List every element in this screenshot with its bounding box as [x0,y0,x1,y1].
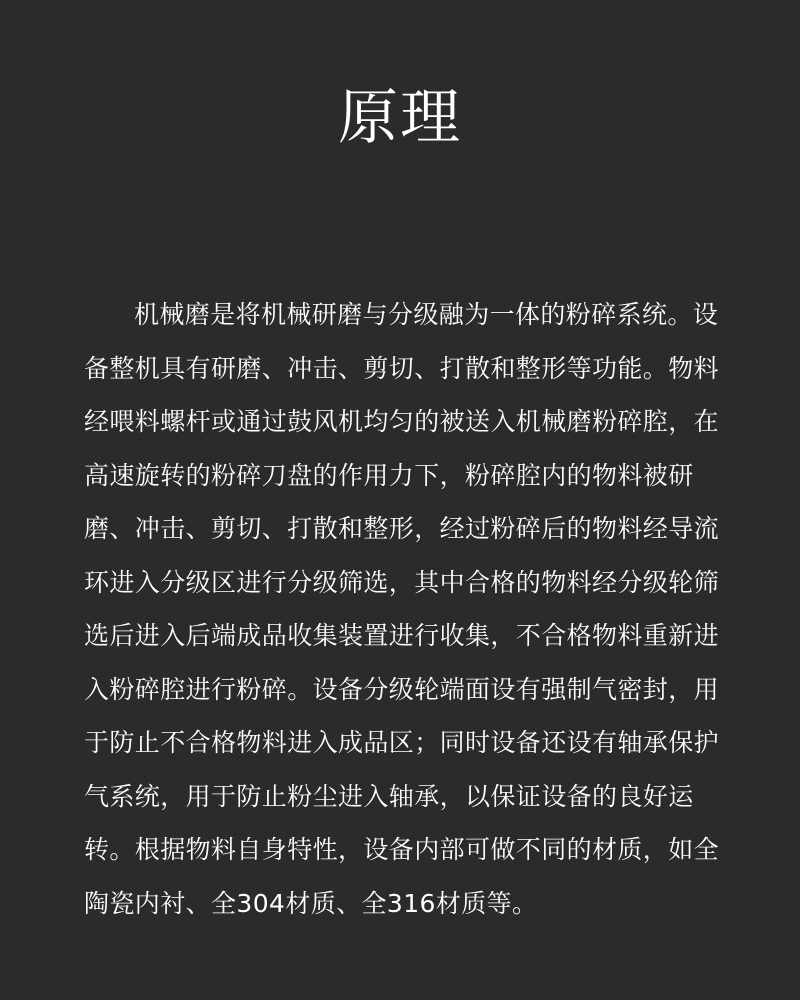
page-title: 原理 [338,83,462,153]
principle-paragraph: 机械磨是将机械研磨与分级融为一体的粉碎系统。设备整机具有研磨、冲击、剪切、打散和整形等功能。物料经喂料螺杆或通过鼓风机均匀的被送入机械磨粉碎腔，在高速旋转的粉碎刀盘的作用力下，粉碎腔内的物料被研磨、冲击、剪切、打散和整形，经过粉碎后的物料经导流环进入分级区进行分级筛选，其中合格的物料经分级轮筛选后进入后端成品收集装置进行收集，不合格物料重新进入粉碎腔进行粉碎。设备分级轮端面设有强制气密封，用于防止不合格物料进入成品区；同时设备还设有轴承保护气系统，用于防止粉尘进入轴承，以保证设备的良好运转。根据物料自身特性，设备内部可做不同的材质，如全陶瓷内衬、全304材质、全316材质等。 [84,300,720,918]
